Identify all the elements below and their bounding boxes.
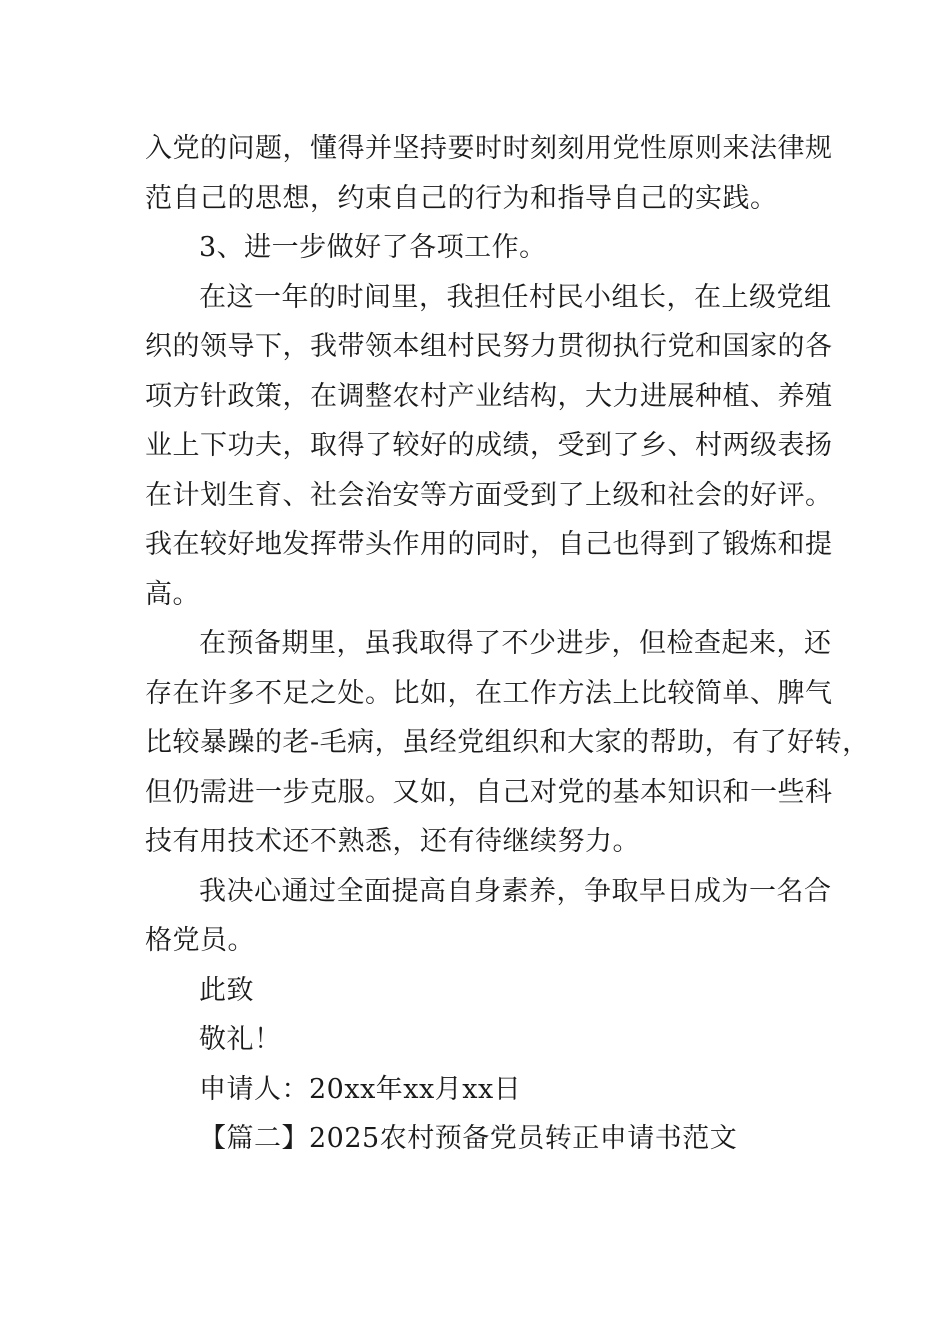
text-line: 在预备期里，虽我取得了不少进步，但检查起来，还 (199, 628, 832, 659)
text-line: 我决心通过全面提高自身素养，争取早日成为一名合 (199, 875, 832, 907)
text-line: 范自己的思想，约束自己的行为和指导自己的实践。 (145, 182, 778, 214)
next-article-title: 【篇二】2025农村预备党员转正申请书范文 (199, 1123, 738, 1154)
text-line: 织的领导下，我带领本组村民努力贯彻执行党和国家的各 (145, 331, 833, 362)
text-line: 存在许多不足之处。比如，在工作方法上比较简单、脾气 (145, 677, 833, 709)
text-line: 比较暴躁的老-毛病，虽经党组织和大家的帮助，有了好转， (145, 727, 870, 758)
signature-date: 申请人：20xx年xx月xx日 (199, 1073, 522, 1105)
text-line: 在计划生育、社会治安等方面受到了上级和社会的好评。 (145, 479, 833, 511)
closing-regards: 敬礼！ (199, 1024, 282, 1055)
text-line: 格党员。 (145, 925, 255, 956)
section-heading: 3、进一步做好了各项工作。 (199, 232, 547, 263)
document-body (145, 124, 870, 1164)
text-line: 项方针政策，在调整农村产业结构，大力进展种植、养殖 (145, 380, 833, 412)
text-line: 技有用技术还不熟悉，还有待继续努力。 (145, 826, 640, 857)
text-line: 业上下功夫，取得了较好的成绩，受到了乡、村两级表扬 (145, 430, 833, 461)
text-line: 我在较好地发挥带头作用的同时，自己也得到了锻炼和提 (145, 529, 833, 560)
closing-salutation: 此致 (199, 974, 254, 1006)
text-line: 在这一年的时间里，我担任村民小组长，在上级党组 (199, 281, 832, 313)
text-line: 但仍需进一步克服。又如，自己对党的基本知识和一些科 (145, 776, 833, 808)
text-line: 入党的问题，懂得并坚持要时时刻刻用党性原则来法律规 (145, 133, 833, 164)
text-line: 高。 (145, 578, 200, 610)
